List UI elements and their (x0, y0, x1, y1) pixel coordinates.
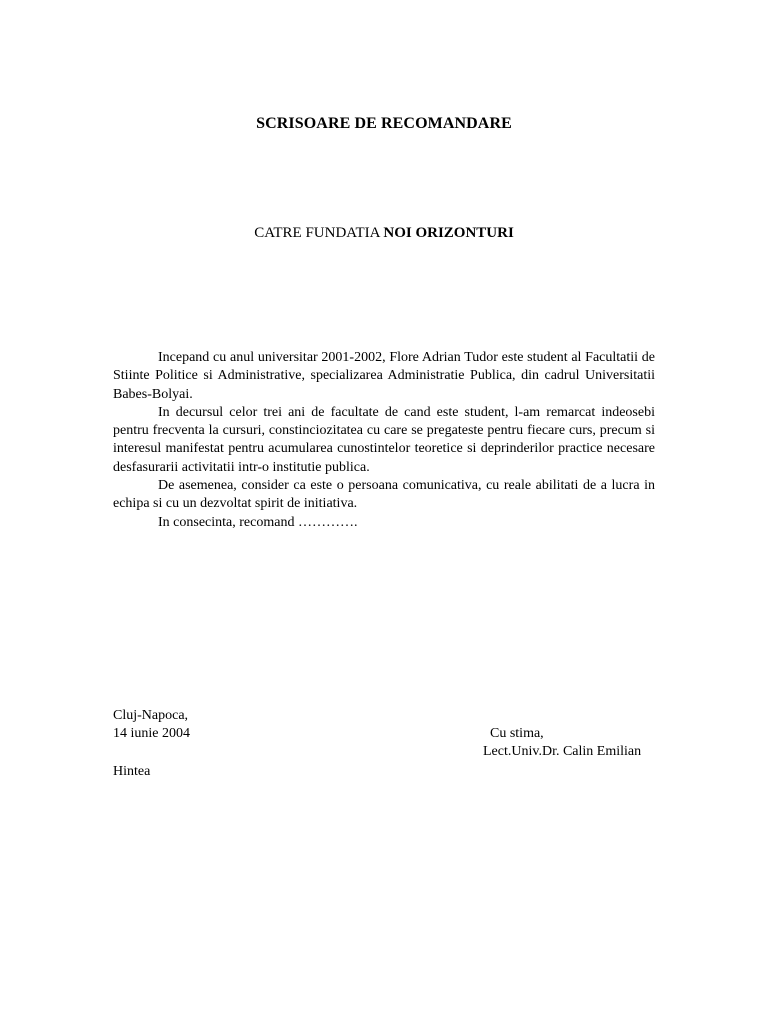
paragraph-3: De asemenea, consider ca este o persoana comunicativa, cu reale abilitati de a lucra in echipa si cu un dezvoltat spirit de initiativa. (113, 478, 655, 512)
addressee-prefix: CATRE FUNDATIA (254, 225, 384, 241)
letter-date: 14 iunie 2004 (113, 726, 190, 741)
signature-line-1: Lect.Univ.Dr. Calin Emilian (483, 744, 642, 759)
paragraph-2: In decursul celor trei ani de facultate de cand este student, l-am remarcat indeosebi pentru frecventa la cursuri, constinciozitatea cu care se pregateste pentru fiecare curs, precum si interesul manifestat pentru acumularea cunostintelor teoretice si deprinderilor practice necesare desfasurarii activitatii intr-o institutie publica. (113, 404, 655, 475)
addressee-line (0, 222, 768, 244)
letter-body (113, 349, 655, 532)
letter-closing: Cu stima, (490, 726, 544, 741)
addressee-name: NOI ORIZONTURI (383, 225, 514, 241)
letter-place: Cluj-Napoca, (113, 708, 189, 723)
paragraph-1: Incepand cu anul universitar 2001-2002, Flore Adrian Tudor este student al Facultatii de Stiinte Politice si Administrative, specializarea Administratie Publica, din cadrul Universitatii Babes-Bolyai. (113, 350, 655, 402)
paragraph-4: In consecinta, recomand …………. (158, 514, 358, 530)
letter-title: SCRISOARE DE RECOMANDARE (256, 115, 512, 132)
signature-line-2: Hintea (113, 764, 151, 779)
